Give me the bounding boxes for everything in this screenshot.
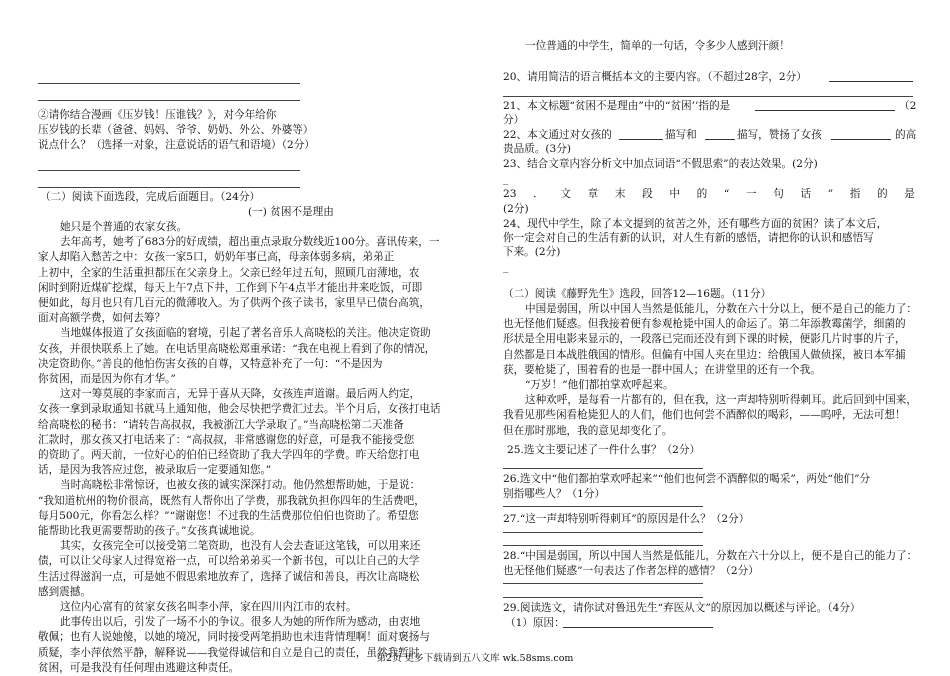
score-label: 分） [503, 114, 525, 126]
answer-blank[interactable] [705, 128, 735, 140]
paragraph-line: “我知道杭州的物价很高，既然有人帮你出了学费，那我就负担你四年的生活费吧， [38, 494, 425, 507]
paragraph-line: 去年高考，她考了683分的好成绩，超出重点录取分数线近100分。喜讯传来，一 [60, 236, 440, 249]
answer-line[interactable] [503, 506, 703, 507]
answer-line [38, 83, 300, 84]
passage [503, 302, 915, 439]
answer-blank[interactable] [619, 128, 663, 140]
section2-heading: （二）阅读下面选段，完成后面题目。（24分） [40, 191, 261, 203]
answer-line[interactable] [503, 532, 703, 533]
paragraph-line: 生活过得滋润一点，可是她不假思索地放弃了，选择了诚信和善良，再次让高晓松 [38, 570, 420, 583]
q-char: 指 [849, 188, 861, 200]
question-22-part: 的高 [895, 129, 917, 141]
question-25: 25.选文主要记述了一件什么事？（2分） [507, 444, 701, 456]
answer-line[interactable] [503, 597, 703, 598]
passage-line: 这种欢呼，是每看一片都有的，但在我，这一声却特别听得刺耳。此后回到中国来， [525, 394, 917, 407]
answer-blank[interactable] [755, 99, 895, 111]
q-char: 是 [904, 188, 915, 200]
paragraph-line: 质疑，李小萍依然平静，解释说——我觉得诚信和自立是自己的责任，虽然我暂时 [38, 646, 420, 659]
paragraph-line: 家人却陷入愁苦之中：女孩一家5口，奶奶年事已高，母亲体弱多病，弟弟正 [38, 251, 395, 264]
paragraph-line: 能帮助比我更需要帮助的孩子。”女孩真诚地说。 [38, 525, 261, 538]
paragraph-line: 债，可以让父母家人过得宽裕一点，可以给弟弟买一个新书包，可以让自己的大学 [38, 555, 420, 568]
article-body [38, 220, 478, 676]
paragraph-line: 闲时到附近煤矿挖煤，每天上午7点下井，工作到下午4点半才能出井来吃饭，可即 [38, 281, 423, 294]
q-char: 的 [696, 188, 708, 200]
passage-line: “万岁！”他们都拍掌欢呼起来。 [525, 379, 674, 392]
paragraph-line: 决定资助你。”善良的他怕伤害女孩的自尊，又特意补充了一句：“不是因为 [38, 357, 383, 370]
q-char: 文 [560, 188, 571, 200]
question-23b [503, 187, 915, 202]
answer-blank[interactable] [563, 616, 713, 628]
q-char: 话 [800, 188, 812, 200]
paragraph-line: 贫困，可是我没有任何理由逃避这种责任。 [38, 661, 240, 674]
q-char: 的 [877, 188, 888, 200]
paragraph-line: 面对高额学费，如何去筹？ [38, 312, 166, 325]
paragraph-line: 感到震撼。 [38, 585, 91, 598]
q-char: 末 [614, 188, 626, 200]
paragraph-line: 的资助了。两天前，一位好心的伯伯已经资助了我大学四年的学费。昨天给您打电 [38, 449, 420, 462]
q-char: ” [827, 188, 834, 200]
q-char: 段 [642, 188, 653, 200]
question-28-line2: 也无怪他们疑惑”一句表达了作者怎样的感情？（2分） [503, 565, 759, 577]
passage-line: 也无怪他们疑惑。但我接着便有参观枪毙中国人的命运了。第二年添教霉菌学，细菌的 [503, 318, 906, 331]
passage-line: 获，要枪毙了，围着看的也是一群中国人；在讲堂里的还有一个我。 [503, 363, 821, 376]
paragraph-line: 上初中，全家的生活重担都压在父亲身上。父亲已经年过五旬，照顾几亩薄地，农 [38, 266, 420, 279]
passage-line: 自然都是日本战胜俄国的情形。但偏有中国人夹在里边：给俄国人做侦探，被日本军捕 [503, 348, 906, 361]
paragraph-line: 话，是因为我答应过您，被录取后一定要通知您。” [38, 464, 272, 477]
paragraph-line: 敬佩；也有人说她傻，以她的境况，同时接受两笔捐助也未违背情理啊！面对褒扬与 [38, 631, 430, 644]
question-29-part1: （1）原因： [505, 617, 565, 629]
question-22-part: 描写和 [665, 129, 697, 141]
paragraph-line: 当时高晓松非常惊讶，也被女孩的诚实深深打动。他仍然想帮助她，于是说： [60, 479, 421, 492]
paragraph-line: 此事传出以后，引发了一场不小的争议。很多人为她的所作所为感动，由衷地 [60, 616, 421, 629]
q-char: 23 [503, 188, 517, 200]
answer-line [38, 170, 300, 171]
answer-dash: _ [503, 173, 509, 185]
passage-line: 形状是全用电影来显示的，一段落已完而还没有到下课的时候，便影几片时事的片子， [503, 333, 906, 346]
question-27: 27.“这一声却特别听得刺耳”的原因是什么？（2分） [503, 513, 750, 525]
q-char: 一 [745, 188, 757, 200]
q-char: 句 [773, 188, 784, 200]
paragraph-line: 便如此，每月也只有几百元的微薄收入。为了供两个孩子读书，家里早已债台高筑， [38, 297, 430, 310]
q-char: 中 [669, 188, 680, 200]
answer-line [38, 187, 300, 188]
comic-question-line2: 压岁钱的长辈（爸爸、妈妈、爷爷、奶奶、外公、外婆等） [38, 124, 314, 136]
paragraph-line: 这对一筹莫展的李家而言，无异于喜从天降，女孩连声道谢。最后两人约定， [60, 388, 421, 401]
passage-line: 中国是弱国，所以中国人当然是低能儿，分数在六十分以上，便不是自己的能力了： [525, 303, 917, 315]
question-24-line3: 下来。(2分) [503, 246, 561, 258]
question-22-part: 描写，赞扬了女孩 [737, 129, 822, 141]
answer-line [38, 100, 300, 101]
answer-blank[interactable] [831, 128, 891, 140]
q-char: 章 [587, 188, 599, 200]
comic-question-line3: 说点什么？（选择一对象，注意说话的语气和语境）（2分） [38, 139, 315, 151]
article-title: (一) 贫困不是理由 [248, 206, 334, 218]
paragraph-line: 给高晓松的秘书：“请转告高叔叔，我被浙江大学录取了。”当高晓松第二天准备 [38, 418, 404, 431]
paragraph-line: 你贫困，而是因为你有才华。” [38, 373, 176, 386]
question-26-line1: 26.选文中“他们都拍掌欢呼起来”“他们也何尝不酒醉似的喝采”，两处“他们”分 [503, 473, 871, 485]
answer-line[interactable] [503, 545, 703, 546]
question-23: 23、结合文章内容分析文中加点词语“不假思索”的表达效果。(2分) [503, 158, 818, 170]
question-28-line1: 28.“中国是弱国，所以中国人当然是低能儿，分数在六十分以上，便不是自己的能力了： [503, 550, 918, 562]
question-20: 20、请用简洁的语言概括本文的主要内容。（不超过28字，2分） [503, 71, 807, 83]
paragraph-line: 她只是个普通的农家女孩。 [60, 221, 188, 233]
question-26-line2: 别指哪些人？（1分） [503, 488, 606, 500]
page-footer: 第2页 更多下载请到五八文库 wk.58sms.com [376, 653, 574, 664]
answer-line[interactable] [503, 583, 703, 584]
answer-line[interactable] [503, 468, 703, 469]
question-22-part: 贵品质。(3分) [503, 143, 571, 155]
question-24-line1: 24、现代中学生，除了本文提到的贫苦之外，还有哪些方面的贫困？读了本文后， [503, 218, 888, 230]
passage-line: 但在那时那地，我的意见却变化了。 [503, 424, 673, 437]
score-label: (2分) [503, 203, 529, 215]
score-label: （2 [899, 100, 917, 112]
paragraph-line: 每月500元，你看怎么样？”“谢谢您！不过我的生活费那位伯伯也资助了。希望您 [38, 509, 419, 522]
question-24-line2: 你一定会对自己的生活有新的认识，对人生有新的感悟，请把你的认识和感悟写 [503, 232, 874, 244]
answer-dash: _ [503, 261, 509, 273]
top-line: 一位普通的中学生，简单的一句话，令多少人感到汗颜！ [525, 40, 790, 52]
paragraph-line: 女孩一拿到录取通知书就马上通知他，他会尽快把学费汇过去。半个月后，女孩打电话 [38, 403, 441, 416]
paragraph-line: 女孩，并很快联系上了她。在电话里高晓松郑重承诺：“我在电视上看到了你的情况， [38, 342, 436, 355]
answer-line[interactable] [503, 96, 913, 97]
section-heading: （二）阅读《藤野先生》选段，回答12—16题。（11分） [503, 288, 772, 300]
q-char: ． [533, 188, 544, 200]
paragraph-line: 汇款时，那女孩又打电话来了：“高叔叔，非常感谢您的好意，可是我不能接受您 [38, 433, 415, 446]
answer-blank[interactable] [829, 70, 913, 82]
paragraph-line: 这位内心富有的贫家女孩名叫李小萍，家在四川内江市的农村。 [60, 601, 357, 614]
paragraph-line: 当地媒体报道了女孩面临的窘境，引起了著名音乐人高晓松的关注。他决定资助 [60, 327, 431, 340]
paragraph-line: 其实，女孩完全可以接受第二笔资助，也没有人会去查证这笔钱，可以用来还 [60, 540, 421, 553]
q-char: “ [723, 188, 730, 200]
question-29: 29.阅读选文，请你试对鲁迅先生“弃医从文”的原因加以概述与评论。（4分） [503, 602, 861, 614]
comic-question-line1: ②请你结合漫画《压岁钱！压谁钱？》，对今年给你 [38, 109, 277, 121]
question-21: 21、本文标题“贫困不是理由”中的“贫困’’指的是 [503, 100, 731, 112]
passage-line: 我看见那些闲看枪毙犯人的人们，他们也何尝不酒醉似的喝彩，——呜呼，无法可想！ [503, 409, 906, 422]
question-22: 22、本文通过对女孩的 [503, 129, 612, 141]
